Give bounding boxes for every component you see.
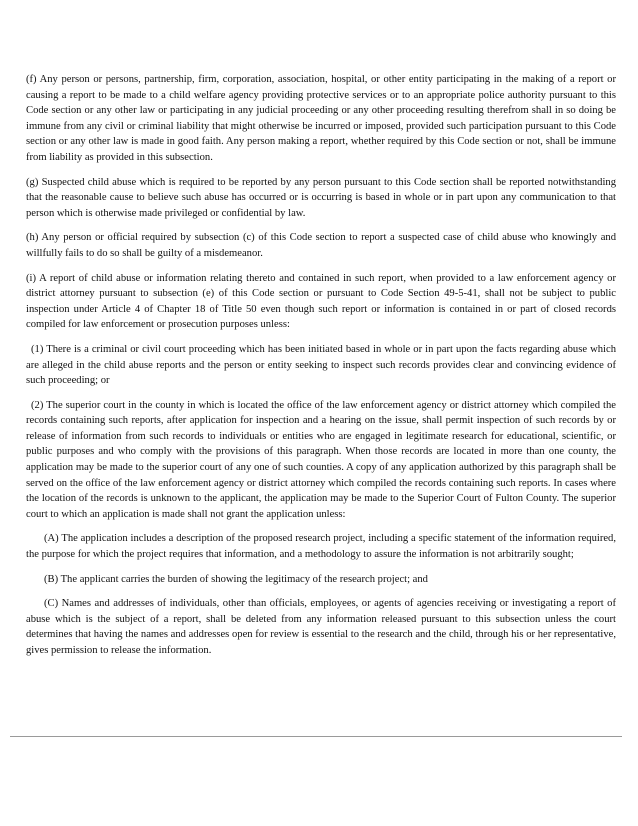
paragraph-g: (g) Suspected child abuse which is required to be reported by any person pursuant to this Code section shall be reported notwithstanding that the reasonable cause to believe such abuse has occurred or is occurring is based in whole or in part upon any communication to that person which is otherwise made privileged or confidential by law. <box>26 176 616 219</box>
paragraph-i-2: (2) The superior court in the county in which is located the office of the law enforcement agency or district attorney which compiled the records containing such reports, after application for inspection and a hearing on the issue, shall permit inspection of such records by or release of information from such records to individuals or entities who are engaged in legitimate research for educational, scientific, or public purposes and who comply with the provisions of this paragraph. When those records are located in more than one county, the application may be made to the superior court of any one of such counties. A copy of any application authorized by this paragraph shall be served on the office of the law enforcement agency or district attorney which compiled the records containing such reports. In cases where the location of the records is unknown to the applicant, the application may be made to the Superior Court of Fulton County. The superior court to which an application is made shall not grant the application unless: <box>26 399 616 520</box>
document-body <box>26 72 616 668</box>
paragraph-i-2-a: (A) The application includes a description of the proposed research project, including a specific statement of the information required, the purpose for which the project requires that information, and a methodology to assure the information is not arbitrarily sought; <box>26 533 616 561</box>
paragraph-i-2-b: (B) The applicant carries the burden of showing the legitimacy of the research project; and <box>44 573 428 585</box>
paragraph-i: (i) A report of child abuse or information relating thereto and contained in such report, when provided to a law enforcement agency or district attorney pursuant to subsection (e) of this Code section or pursuant to Code Section 49-5-41, shall not be subject to public inspection under Article 4 of Chapter 18 of Title 50 even though such report or information is contained in or part of closed records compiled for law enforcement or prosecution purposes unless: <box>26 272 616 331</box>
paragraph-h: (h) Any person or official required by subsection (c) of this Code section to report a suspected case of child abuse who knowingly and willfully fails to do so shall be guilty of a misdemeanor. <box>26 232 616 259</box>
paragraph-i-1: (1) There is a criminal or civil court proceeding which has been initiated based in whole or in part upon the facts regarding abuse which are alleged in the child abuse reports and the person or entity seeking to inspect such records provides clear and convincing evidence of such proceeding; or <box>26 343 616 387</box>
paragraph-i-2-c: (C) Names and addresses of individuals, other than officials, employees, or agents of agencies receiving or investigating a report of abuse which is the subject of a report, shall be deleted from any information released pursuant to this subsection unless the court determines that having the names and addresses open for review is essential to the research and the child, through his or her representative, gives permission to release the information. <box>26 598 616 656</box>
paragraph-f: (f) Any person or persons, partnership, firm, corporation, association, hospital, or other entity participating in the making of a report or causing a report to be made to a child welfare agency providing protective services or to an appropriate police authority pursuant to this Code section or any other law or participating in any judicial proceeding or any other proceeding resulting therefrom shall in so doing be immune from any civil or criminal liability that might otherwise be incurred or imposed, provided such participation pursuant to this Code section or any other law is made in good faith. Any person making a report, whether required by this Code section or not, shall be immune from liability as provided in this subsection. <box>26 74 616 163</box>
page-divider <box>10 736 622 737</box>
